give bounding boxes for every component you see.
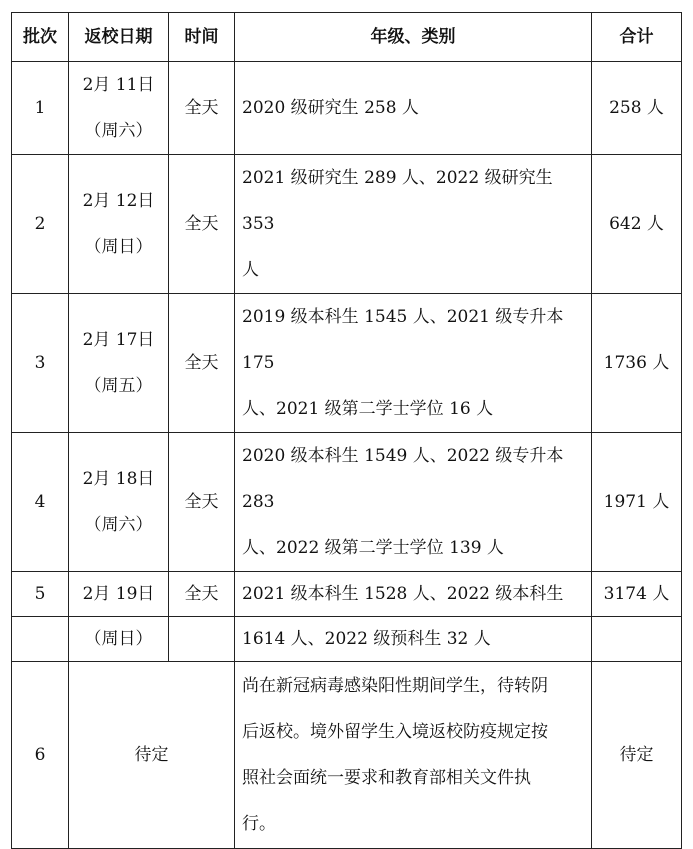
total-cell: 1736 人 (592, 294, 682, 433)
weekday-text: （周六） (84, 515, 153, 535)
weekday-text: （周日） (84, 237, 153, 257)
date-cell (69, 433, 169, 572)
note-line: 后返校。境外留学生入境返校防疫规定按 (242, 722, 548, 742)
table-row (12, 155, 682, 294)
date-cell (69, 155, 169, 294)
total-cell: 待定 (592, 662, 682, 849)
category-text: 2020 级本科生 1549 人、2022 级专升本 283 (242, 446, 564, 512)
header-date: 返校日期 (69, 13, 169, 62)
category-cell: 2021 级本科生 1528 人、2022 级本科生 (235, 572, 592, 617)
total-cell: 258 人 (592, 62, 682, 155)
batch-cell: 1 (12, 62, 69, 155)
batch-cell: 5 (12, 572, 69, 617)
time-cell: 全天 (169, 294, 235, 433)
table-row (12, 62, 682, 155)
batch-cell: 6 (12, 662, 69, 849)
note-line: 照社会面统一要求和教育部相关文件执 (242, 768, 531, 788)
category-cell (235, 433, 592, 572)
batch-cell: 4 (12, 433, 69, 572)
note-line: 尚在新冠病毒感染阳性期间学生，待转阴 (242, 676, 548, 696)
category-text-cont: 人 (242, 260, 259, 280)
time-cell: 全天 (169, 62, 235, 155)
table-row (12, 294, 682, 433)
date-text: 2月 18日 (82, 469, 155, 489)
table-row-continued (12, 617, 682, 662)
return-schedule-table (11, 12, 682, 849)
category-text-cont: 人、2022 级第二学士学位 139 人 (242, 538, 504, 558)
table-row (12, 662, 682, 849)
total-cell: 3174 人 (592, 572, 682, 617)
header-total: 合计 (592, 13, 682, 62)
date-text: 2月 11日 (82, 75, 155, 95)
total-cell: 642 人 (592, 155, 682, 294)
category-text: 2021 级研究生 289 人、2022 级研究生 353 (242, 168, 553, 234)
batch-cell: 3 (12, 294, 69, 433)
header-time: 时间 (169, 13, 235, 62)
category-cell (235, 294, 592, 433)
category-text-cont: 人、2021 级第二学士学位 16 人 (242, 399, 494, 419)
time-cell: 全天 (169, 433, 235, 572)
date-cell: 2月 19日 (69, 572, 169, 617)
header-batch: 批次 (12, 13, 69, 62)
table-row (12, 433, 682, 572)
category-cell (235, 155, 592, 294)
category-cell (235, 662, 592, 849)
total-cell-empty (592, 617, 682, 662)
date-text: 2月 12日 (82, 191, 155, 211)
note-line: 行。 (242, 814, 276, 834)
header-row (12, 13, 682, 62)
batch-cell: 2 (12, 155, 69, 294)
date-cell (69, 294, 169, 433)
weekday-text: （周六） (84, 121, 153, 141)
category-text: 2020 级研究生 258 人 (242, 98, 419, 118)
time-cell-empty (169, 617, 235, 662)
date-cell (69, 62, 169, 155)
date-text: 2月 17日 (82, 330, 155, 350)
category-text: 2019 级本科生 1545 人、2021 级专升本 175 (242, 307, 564, 373)
weekday-cell: （周日） (69, 617, 169, 662)
table-row (12, 572, 682, 617)
total-cell: 1971 人 (592, 433, 682, 572)
category-cell-cont: 1614 人、2022 级预科生 32 人 (235, 617, 592, 662)
time-cell: 全天 (169, 155, 235, 294)
batch-cell-empty (12, 617, 69, 662)
time-cell: 全天 (169, 572, 235, 617)
weekday-text: （周五） (84, 376, 153, 396)
date-time-cell: 待定 (69, 662, 235, 849)
category-cell (235, 62, 592, 155)
header-category: 年级、类别 (235, 13, 592, 62)
